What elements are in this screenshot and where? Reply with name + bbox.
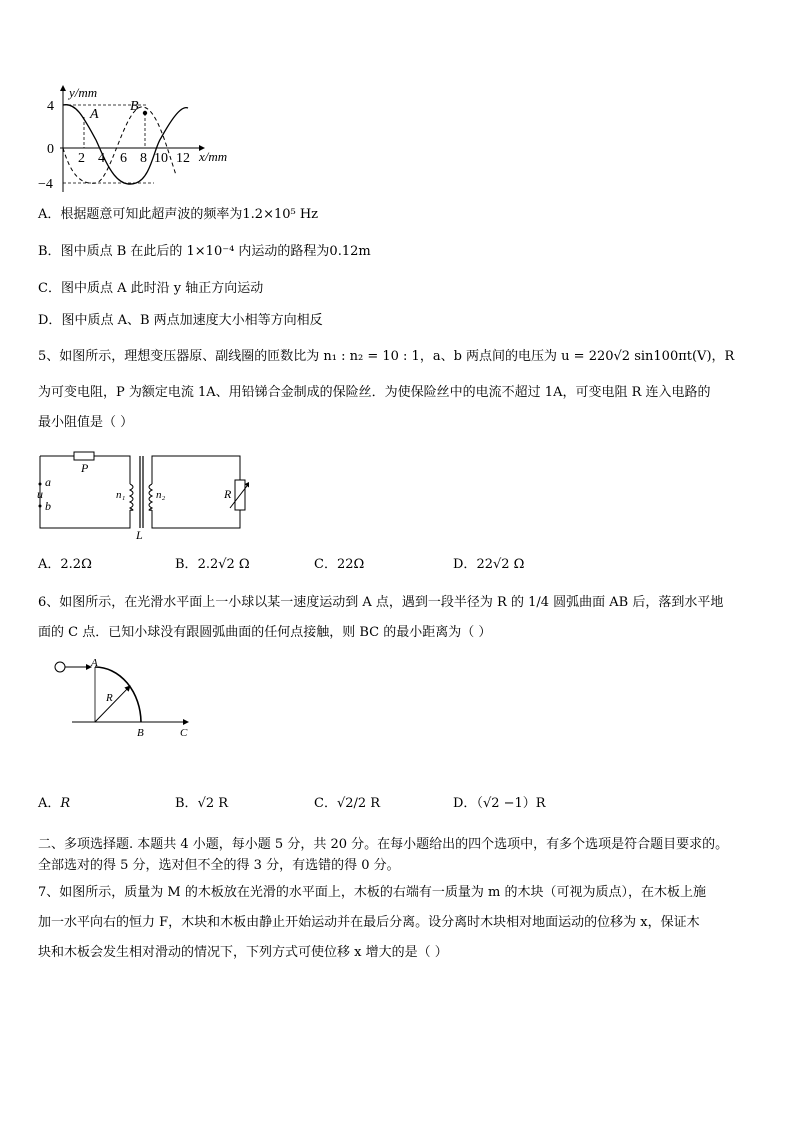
fuse-label: P	[81, 461, 89, 475]
option-letter: A．	[38, 207, 61, 222]
transformer-circuit-figure	[34, 448, 249, 540]
q6-stem-line-1: 6、如图所示，在光滑水平面上一小球以某一速度运动到 A 点，遇到一段半径为 R 的 1/4 圆弧曲面 AB 后，落到水平地	[38, 595, 724, 610]
option-text: 2.2√2 Ω	[197, 557, 250, 572]
n1-label: n₁	[116, 489, 126, 501]
q4-option-a	[38, 206, 318, 224]
q5-stem-line-3: 最小阻值是（ ）	[38, 415, 134, 430]
point-a-label: A	[90, 107, 99, 122]
q6-option-b	[175, 795, 228, 813]
point-c-label: C	[180, 727, 188, 739]
q4-option-d	[38, 312, 323, 330]
solid-wave	[63, 105, 188, 184]
x-tick-6: 6	[120, 151, 127, 166]
section-2-line-2: 全部选对的得 5 分，选对但不全的得 3 分，有选错的得 0 分。	[38, 858, 400, 873]
q5-stem-line-2: 为可变电阻，P 为额定电流 1A、用铅锑合金制成的保险丝．为使保险丝中的电流不超过 1A，可变电阻 R 连入电路的	[38, 385, 711, 400]
point-b-label: B	[137, 727, 144, 739]
core-label: L	[136, 528, 143, 540]
y-tick-0: 0	[47, 142, 54, 157]
x-tick-4: 4	[98, 151, 105, 166]
wave-figure	[36, 80, 251, 195]
dashed-wave	[63, 107, 176, 183]
x-tick-12: 12	[176, 151, 190, 166]
terminal-b-label: b	[45, 499, 51, 513]
option-letter: B．	[175, 796, 198, 811]
q7-stem-line-2: 加一水平向右的恒力 F，木块和木板由静止开始运动并在最后分离。设分离时木块相对地面运动的位移为 x，保证木	[38, 915, 700, 930]
q5-stem-line-1: 5、如图所示，理想变压器原、副线圈的匝数比为 n₁ : n₂ = 10 : 1，a、b 两点间的电压为 u = 220√2 sin100πt(V)，R	[38, 349, 735, 364]
option-letter: C．	[314, 557, 337, 572]
option-text: 22√2 Ω	[476, 557, 525, 572]
fuse-p	[74, 452, 94, 460]
q6-option-a	[38, 795, 70, 813]
x-tick-10: 10	[154, 151, 168, 166]
option-text: 22Ω	[336, 557, 365, 572]
option-text: 图中质点 A 此时沿 y 轴正方向运动	[60, 281, 264, 296]
point-b-dot	[143, 111, 147, 115]
y-axis-label: y/mm	[69, 85, 98, 100]
option-text: 2.2Ω	[60, 557, 92, 572]
y-tick-neg4: −4	[38, 177, 53, 192]
q5-option-c	[314, 556, 364, 574]
option-text: R	[60, 796, 71, 811]
q6-option-d	[453, 795, 546, 813]
option-text: 根据题意可知此超声波的频率为1.2×10⁵ Hz	[60, 207, 319, 222]
q4-option-c	[38, 280, 263, 298]
voltage-u-label: u	[37, 487, 43, 501]
y-tick-4: 4	[47, 99, 54, 114]
option-letter: D．	[38, 313, 62, 328]
point-a-label: A	[91, 657, 98, 669]
terminal-a-label: a	[45, 475, 51, 489]
option-letter: C．	[38, 281, 61, 296]
option-letter: C．	[314, 796, 337, 811]
x-tick-2: 2	[78, 151, 85, 166]
x-axis-label: x/mm	[199, 149, 228, 164]
q5-option-b	[175, 556, 250, 574]
option-text: √2 R	[197, 796, 229, 811]
q5-option-a	[38, 556, 92, 574]
option-letter: B．	[38, 244, 61, 259]
q4-option-b	[38, 243, 371, 261]
point-b-label: B	[130, 99, 139, 114]
option-letter: D．	[453, 557, 477, 572]
radius-label: R	[106, 692, 113, 704]
quarter-arc-figure	[48, 656, 198, 742]
option-letter: B．	[175, 557, 198, 572]
q7-stem-line-1: 7、如图所示，质量为 M 的木板放在光滑的水平面上，木板的右端有一质量为 m 的木块（可视为质点），在木板上施	[38, 885, 706, 900]
option-text: 图中质点 B 在此后的 1×10⁻⁴ 内运动的路程为0.12m	[60, 244, 371, 259]
x-tick-8: 8	[140, 151, 147, 166]
option-letter: A．	[38, 557, 61, 572]
q5-option-d	[453, 556, 524, 574]
ball	[55, 662, 65, 672]
q6-option-c	[314, 795, 380, 813]
option-text: 图中质点 A、B 两点加速度大小相等方向相反	[61, 313, 323, 328]
q6-stem-line-2: 面的 C 点．已知小球没有跟圆弧曲面的任何点接触，则 BC 的最小距离为（ ）	[38, 625, 492, 640]
n2-label: n₂	[156, 489, 166, 501]
option-text: （√2 −1）R	[476, 796, 546, 811]
option-text: √2/2 R	[336, 796, 381, 811]
q7-stem-line-3: 块和木板会发生相对滑动的情况下，下列方式可使位移 x 增大的是（ ）	[38, 945, 448, 960]
resistor-label: R	[224, 487, 232, 501]
option-letter: A．	[38, 796, 61, 811]
section-2-line-1: 二、多项选择题. 本题共 4 小题，每小题 5 分，共 20 分。在每小题给出的四个选项中，有多个选项是符合题目要求的。	[38, 837, 729, 852]
option-letter: D．	[453, 796, 477, 811]
